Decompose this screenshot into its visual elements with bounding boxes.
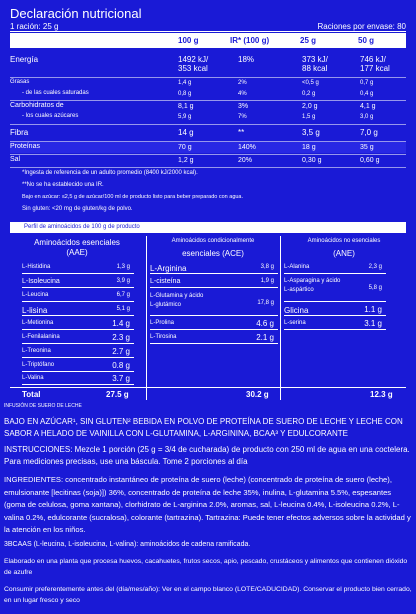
nutrition-value: 0,30 g — [302, 157, 322, 164]
amino-value: 1,3 g — [116, 264, 130, 270]
amino-col1-head: Aminoácidos esenciales (AAE) — [34, 238, 120, 257]
amino-total-2: 30.2 g — [246, 390, 269, 399]
portion-row — [10, 22, 406, 31]
amino-total-1: 27.5 g — [106, 390, 129, 399]
product-description: BAJO EN AZÚCAR¹, SIN GLUTEN² BEBIDA EN POLVO DE PROTEÍNA DE SUERO DE LECHE Y LECHE CON SABOR A HELADO DE VAINILLA CON L-GLUTAMINA, L-ARGININA, BCAA³ Y EDULCORANTE — [4, 417, 403, 438]
nutrition-label: Energía — [10, 55, 39, 64]
nutrition-value: 35 g — [360, 144, 374, 151]
amino-name: L-Alanina — [284, 264, 310, 270]
nutrition-value: 4,1 g — [360, 103, 376, 110]
amino-name: L-Leucina — [22, 292, 49, 298]
amino-divider-1 — [146, 236, 147, 400]
col-25g: 25 g — [300, 36, 317, 45]
nutrition-value: ** — [238, 128, 245, 137]
amino-row — [150, 276, 278, 288]
amino-col2-head: esenciales (ACE) — [182, 249, 244, 258]
amino-name: L-Tirosina — [150, 334, 177, 340]
amino-row — [150, 262, 278, 274]
amino-value: 5,1 g — [116, 306, 130, 312]
amino-name: L-Treonina — [22, 348, 51, 354]
amino-row — [22, 276, 134, 288]
nutrition-row — [10, 89, 406, 99]
nutrition-label: - de las cuales saturadas — [22, 90, 89, 96]
nutrition-value: 7% — [238, 114, 247, 120]
note-gluten-free: Sin gluten: <20 mg de gluten/kg de polvo. — [22, 206, 133, 212]
nutrition-value: 1,5 g — [302, 114, 316, 120]
nutrition-value: 18% — [238, 55, 255, 64]
amino-name: L-lisina — [22, 306, 48, 315]
nutrition-value: 3,5 g — [302, 128, 320, 137]
amino-total-3: 12.3 g — [370, 390, 393, 399]
amino-name: L-Triptófano — [22, 362, 55, 368]
nutrition-label: Carbohidratos de — [10, 102, 64, 109]
amino-value: 2.1 g — [256, 333, 274, 342]
nutrition-label: Proteínas — [10, 143, 40, 150]
amino-value: 17,8 g — [257, 299, 274, 306]
amino-name: L-serina — [284, 320, 306, 326]
nutrition-value: 20% — [238, 157, 253, 164]
nutrition-label: Fibra — [10, 128, 29, 137]
nutrition-row — [10, 127, 406, 140]
amino-total-label: Total — [22, 390, 41, 399]
amino-col3-head: (ANE) — [333, 249, 355, 258]
product-type: INFUSIÓN DE SUERO DE LECHE — [4, 403, 82, 409]
nutrition-value: 4% — [238, 91, 247, 97]
amino-value: 5,8 g — [368, 285, 382, 291]
amino-value: 3.7 g — [112, 374, 130, 383]
portion-size: 1 ración: 25 g — [10, 22, 59, 31]
amino-value: 0.8 g — [112, 361, 130, 370]
amino-name: L-Glutamina y ácido L-glutámico — [150, 293, 204, 308]
note-low-sugar: Bajo en azúcar: ≤2,5 g de azúcar/100 ml de producto listo para beber preparado con agua. — [22, 194, 244, 200]
nutrition-value: 1,2 g — [178, 157, 194, 164]
nutrition-row — [10, 78, 406, 88]
bcaa-note: 3BCAAS (L-leucina, L-isoleucina, L-valina): aminoácidos de cadena ramificada. — [4, 541, 251, 548]
nutrition-value: 1492 kJ/ 353 kcal — [178, 55, 209, 73]
amino-name: L-Valina — [22, 375, 44, 381]
nutrition-label: - los cuales azúcares — [22, 113, 79, 119]
nutrition-row — [10, 54, 406, 76]
nutrition-value: 3,0 g — [360, 114, 374, 120]
amino-divider-2 — [280, 236, 281, 400]
amino-col2-head-small: Aminoácidos condicionalmente — [171, 238, 255, 244]
amino-row — [150, 318, 278, 330]
nutrition-table-header — [10, 33, 406, 48]
note-no-ir: **No se ha establecido una IR. — [22, 182, 104, 188]
amino-value: 4.6 g — [256, 319, 274, 328]
nutrition-value: 14 g — [178, 128, 194, 137]
nutrition-value: 2% — [238, 80, 247, 86]
ingredients: INGREDIENTES: concentrado instantáneo de proteína de suero (leche) (concentrado de proteína de suero (leche), emulsionante [lecitinas (soja)]) 36%, concentrado de proteína de leche 35%, inulina, L-glutamina 5.5%, espesantes (goma de celulosa, goma xantana), clorhidrato de L-arginina 2.0%, aromas, sal, L-leucina 0.4%, L-isoleucina 0.2%, L-valina 0.2%, edulcorante (sucralosa), colorante (tartrazina). Tartrazina: Puede tener efectos adversos sobre la actividad y la atención en los niños. — [4, 475, 411, 534]
amino-col3-head-small: Aminoácidos no esenciales — [307, 238, 381, 244]
storage-note: Consumir preferentemente antes del (día/mes/año): Ver en el campo blanco (LOTE/CADUCIDAD). Conservar el producto bien cerrado, en un lugar fresco y seco — [4, 586, 412, 604]
nutrition-value: 2,0 g — [302, 103, 318, 110]
amino-name: L-Isoleucina — [22, 278, 60, 285]
amino-row — [22, 373, 134, 385]
amino-row — [22, 332, 134, 344]
amino-row — [22, 262, 134, 274]
nutrition-row — [10, 101, 406, 112]
amino-row — [150, 332, 278, 344]
note-ir: *Ingesta de referencia de un adulto promedio (8400 kJ/2000 kcal). — [22, 170, 198, 176]
amino-row — [150, 291, 278, 316]
col-100g: 100 g — [178, 36, 199, 45]
amino-name: L-Arginina — [150, 264, 187, 273]
amino-row — [22, 346, 134, 358]
nutrition-value: 7,0 g — [360, 128, 378, 137]
nutrition-value: 0,4 g — [360, 91, 374, 97]
amino-row — [284, 262, 386, 274]
nutrition-rule — [10, 167, 406, 168]
amino-name: L-Metionina — [22, 320, 54, 326]
amino-value: 1.4 g — [112, 319, 130, 328]
amino-name: L-cisteína — [150, 278, 181, 285]
nutrition-value: 3% — [238, 103, 249, 110]
nutrition-value: <0,5 g — [302, 80, 319, 86]
nutrition-value: 373 kJ/ 88 kcal — [302, 55, 328, 73]
amino-profile-title: Perfil de aminoácidos de 100 g de producto — [10, 222, 406, 233]
amino-value: 2,3 g — [368, 264, 382, 270]
amino-value: 2.7 g — [112, 347, 130, 356]
amino-value: 6,7 g — [116, 292, 130, 298]
nutrition-value: 5,9 g — [178, 114, 192, 120]
amino-name: L-Histidina — [22, 264, 51, 270]
nutrition-value: 1,4 g — [178, 80, 192, 86]
allergen-note: Elaborado en una planta que procesa huevos, cacahuetes, frutos secos, apio, pescado, crustáceos y alimentos que contienen dióxido de azufre — [4, 558, 408, 576]
amino-row — [22, 360, 134, 372]
nutrition-value: 0,7 g — [360, 80, 374, 86]
amino-name: L-Fenilalanina — [22, 334, 60, 340]
amino-row — [284, 276, 386, 302]
amino-row — [284, 304, 386, 316]
nutrition-value: 746 kJ/ 177 kcal — [360, 55, 390, 73]
nutrition-rule — [10, 124, 406, 125]
nutrition-label: Sal — [10, 156, 21, 163]
nutrition-value: 0,8 g — [178, 91, 192, 97]
amino-row — [22, 318, 134, 330]
nutrition-label: Grasas — [10, 79, 30, 85]
amino-value: 2.3 g — [112, 333, 130, 342]
servings-per-pack: Raciones por envase: 80 — [317, 22, 406, 31]
nutrition-value: 0,60 g — [360, 157, 380, 164]
nutrition-row — [10, 155, 406, 166]
nutrition-value: 70 g — [178, 144, 192, 151]
nutrition-row — [10, 112, 406, 123]
table-top-rule — [10, 31, 406, 32]
amino-total-rule — [10, 387, 406, 388]
amino-value: 1.1 g — [364, 305, 382, 314]
col-50g: 50 g — [358, 36, 375, 45]
amino-value: 3.1 g — [364, 319, 382, 328]
nutrition-row — [10, 142, 406, 153]
nutrition-value: 8,1 g — [178, 103, 194, 110]
col-ir: IR* (100 g) — [230, 36, 270, 45]
instructions: INSTRUCCIONES: Mezcle 1 porción (25 g = 3/4 de cucharada) de producto con 250 ml de agua en una coctelera. Para mediciones precisas, use una báscula. Tome 2 porciones al día — [4, 445, 410, 466]
nutrition-value: 140% — [238, 144, 256, 151]
amino-name: L-Prolina — [150, 320, 175, 326]
amino-name: L-Asparagina y ácido L-aspártico — [284, 278, 341, 293]
nutrition-value: 0,2 g — [302, 91, 316, 97]
nutrition-value: 18 g — [302, 144, 316, 151]
amino-value: 3,8 g — [260, 264, 274, 270]
amino-row — [22, 304, 134, 316]
amino-row — [22, 290, 134, 302]
amino-name: Glicina — [284, 306, 309, 315]
page-title: Declaración nutricional — [10, 6, 142, 21]
amino-value: 3,9 g — [116, 278, 130, 284]
amino-row — [284, 318, 386, 330]
amino-value: 1,9 g — [260, 278, 274, 284]
